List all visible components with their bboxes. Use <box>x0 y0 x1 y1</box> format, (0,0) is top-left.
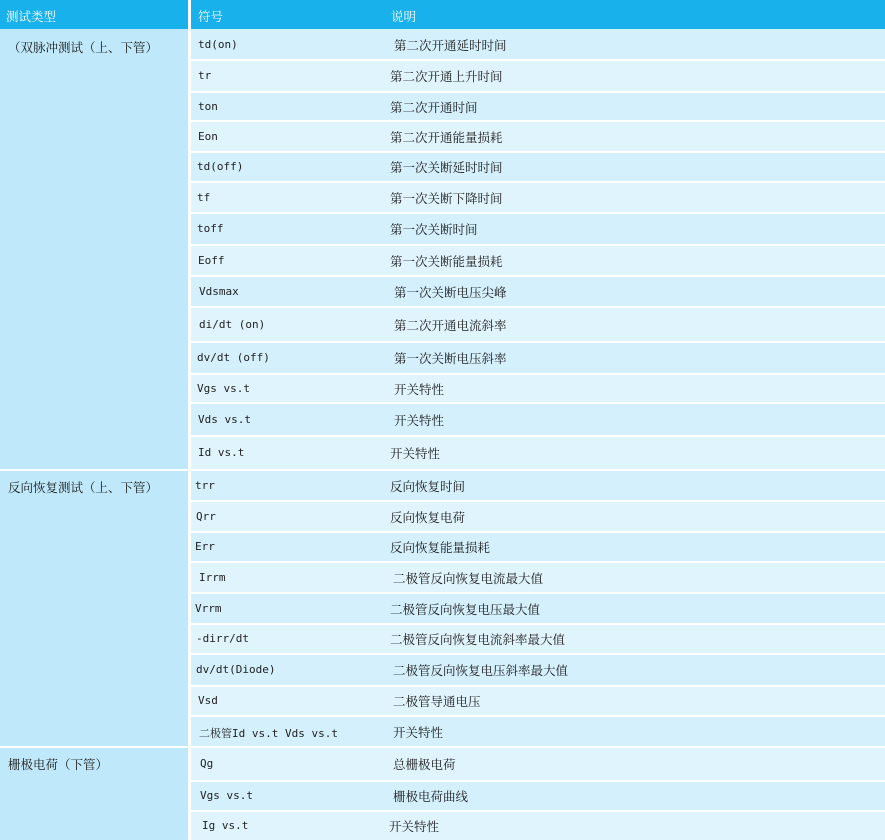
symbol-cell: trr <box>195 479 215 492</box>
symbol-cell: Vgs vs.t <box>200 789 253 802</box>
row-divider <box>191 435 885 437</box>
table-row <box>191 245 885 276</box>
description-cell: 第二次开通电流斜率 <box>394 318 507 333</box>
section-divider <box>0 746 885 748</box>
symbol-cell: Vgs vs.t <box>197 382 250 395</box>
row-divider <box>191 500 885 502</box>
description-cell: 第一次关断电压斜率 <box>394 351 507 366</box>
row-divider <box>191 653 885 655</box>
table-row <box>191 121 885 152</box>
row-divider <box>191 120 885 122</box>
description-cell: 开关特性 <box>390 446 441 461</box>
table-row <box>191 403 885 436</box>
table-row <box>191 29 885 60</box>
section-name: （双脉冲测试（上、下管） <box>8 40 159 55</box>
symbol-cell: td(on) <box>198 38 238 51</box>
symbol-cell: di/dt (on) <box>199 318 266 331</box>
symbol-cell: Vds vs.t <box>198 413 251 426</box>
symbol-cell: 二极管Id vs.t Vds vs.t <box>199 727 338 740</box>
table-row <box>191 747 885 781</box>
table-row <box>191 92 885 121</box>
description-cell: 第二次开通延时时间 <box>394 38 507 53</box>
table-row <box>191 562 885 593</box>
description-cell: 二极管反向恢复电压斜率最大值 <box>393 663 569 678</box>
row-divider <box>191 59 885 61</box>
description-cell: 反向恢复时间 <box>390 479 466 494</box>
category-column <box>0 29 188 840</box>
symbol-cell: td(off) <box>197 160 244 173</box>
description-cell: 二极管反向恢复电压最大值 <box>390 602 541 617</box>
table-row <box>191 60 885 92</box>
row-divider <box>191 623 885 625</box>
table-row <box>191 654 885 686</box>
table-row <box>191 501 885 532</box>
table-row <box>191 342 885 374</box>
description-cell: 第二次开通上升时间 <box>390 69 503 84</box>
row-divider <box>191 151 885 153</box>
table-row <box>191 436 885 470</box>
description-cell: 第一次关断延时时间 <box>390 160 503 175</box>
description-cell: 反向恢复能量损耗 <box>390 540 491 555</box>
symbol-cell: tf <box>197 191 211 204</box>
row-divider <box>191 244 885 246</box>
table-row <box>191 811 885 840</box>
symbol-cell: Id vs.t <box>198 446 245 459</box>
description-cell: 第一次关断能量损耗 <box>390 254 503 269</box>
row-divider <box>191 181 885 183</box>
table-row <box>191 213 885 245</box>
symbol-cell: Err <box>195 540 215 553</box>
table-row <box>191 182 885 213</box>
description-cell: 开关特性 <box>389 819 440 834</box>
symbol-cell: Vsd <box>198 694 218 707</box>
row-divider <box>191 780 885 782</box>
row-divider <box>191 402 885 404</box>
description-cell: 开关特性 <box>394 382 445 397</box>
row-divider <box>191 810 885 812</box>
section-divider <box>0 469 885 471</box>
table-row <box>191 716 885 747</box>
description-cell: 二极管反向恢复电流最大值 <box>393 571 544 586</box>
row-divider <box>191 561 885 563</box>
column-divider <box>188 0 191 840</box>
row-divider <box>191 592 885 594</box>
row-divider <box>191 341 885 343</box>
section-name: 栅极电荷（下管） <box>8 757 109 772</box>
table-row <box>191 374 885 403</box>
row-divider <box>191 531 885 533</box>
table-header <box>0 0 885 29</box>
description-cell: 栅极电荷曲线 <box>393 789 469 804</box>
table-row <box>191 470 885 501</box>
symbol-cell: Vrrm <box>195 602 222 615</box>
description-cell: 总栅极电荷 <box>393 757 456 772</box>
symbol-cell: tr <box>198 69 212 82</box>
symbol-cell: dv/dt (off) <box>197 351 270 364</box>
header-symbol: 符号 <box>198 9 224 24</box>
description-cell: 反向恢复电荷 <box>390 510 466 525</box>
row-divider <box>191 685 885 687</box>
description-cell: 二极管反向恢复电流斜率最大值 <box>390 632 566 647</box>
row-divider <box>191 91 885 93</box>
description-cell: 开关特性 <box>394 413 445 428</box>
symbol-cell: Eoff <box>198 254 225 267</box>
table-row <box>191 276 885 307</box>
symbol-cell: dv/dt(Diode) <box>196 663 276 676</box>
row-divider <box>191 212 885 214</box>
description-cell: 开关特性 <box>393 725 444 740</box>
description-cell: 第二次开通能量损耗 <box>390 130 503 145</box>
description-cell: 二极管导通电压 <box>393 694 481 709</box>
table-row <box>191 624 885 654</box>
header-description: 说明 <box>391 9 417 24</box>
symbol-cell: Eon <box>198 130 218 143</box>
symbol-cell: -dirr/dt <box>196 632 249 645</box>
row-divider <box>191 715 885 717</box>
header-test-type: 测试类型 <box>6 9 57 24</box>
table-row <box>191 781 885 811</box>
description-cell: 第一次关断下降时间 <box>390 191 503 206</box>
symbol-cell: ton <box>198 100 218 113</box>
symbol-cell: Qg <box>200 757 214 770</box>
row-divider <box>191 275 885 277</box>
symbol-cell: Ig vs.t <box>202 819 249 832</box>
table-row <box>191 532 885 562</box>
description-cell: 第一次关断时间 <box>390 222 478 237</box>
symbol-cell: Irrm <box>199 571 226 584</box>
row-divider <box>191 373 885 375</box>
section-name: 反向恢复测试（上、下管） <box>8 480 159 495</box>
row-divider <box>191 306 885 308</box>
table-row <box>191 307 885 342</box>
table-row <box>191 152 885 182</box>
symbol-cell: Qrr <box>196 510 216 523</box>
table-row <box>191 593 885 624</box>
symbol-cell: Vdsmax <box>199 285 239 298</box>
table-row <box>191 686 885 716</box>
symbol-cell: toff <box>197 222 224 235</box>
description-cell: 第一次关断电压尖峰 <box>394 285 507 300</box>
description-cell: 第二次开通时间 <box>390 100 478 115</box>
